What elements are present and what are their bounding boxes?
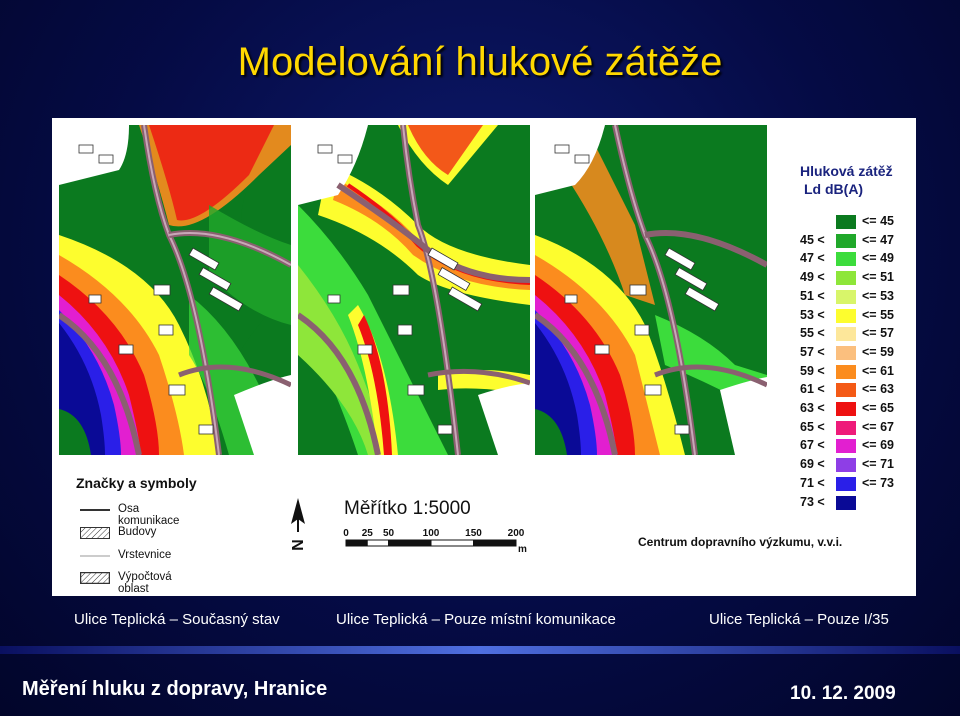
scale-title: Měřítko 1:5000 [344, 498, 471, 519]
legend-swatch [836, 402, 856, 416]
north-arrow-icon [288, 498, 308, 556]
legend-upper-bound: <= 45 [862, 214, 894, 228]
legend-lower-bound: 59 < [800, 363, 825, 378]
scale-tick-label: 0 [343, 528, 349, 539]
legend-lower-bound: 45 < [800, 232, 825, 247]
legend-swatch [836, 346, 856, 360]
scale-segment [431, 540, 474, 546]
legend-lower-bound: 47 < [800, 251, 825, 266]
footer-date: 10. 12. 2009 [790, 683, 896, 704]
legend-upper-bound: <= 63 [862, 382, 894, 397]
noise-map-local-roads-only [298, 125, 530, 455]
legend-lower-bound: 61 < [800, 382, 825, 397]
legend-upper-bound: <= 49 [862, 251, 894, 266]
scale-segment [474, 540, 517, 546]
legend-upper-bound: <= 61 [862, 363, 894, 378]
legend-upper-bound: <= 55 [862, 307, 894, 322]
noise-map-i35-only [535, 125, 767, 455]
credit-text: Centrum dopravního výzkumu, v.v.i. [638, 535, 843, 549]
scale-segment [367, 540, 388, 546]
building-hatch-icon [80, 527, 110, 539]
legend-swatch [836, 439, 856, 453]
legend-swatch [836, 234, 856, 248]
scale-tick-label: 150 [465, 528, 482, 539]
scale-tick-label: 50 [382, 528, 395, 539]
slide-title: Modelování hlukové zátěže [237, 40, 723, 84]
scale-unit: m [518, 544, 527, 554]
scale-segment [389, 540, 432, 546]
legend-lower-bound: 53 < [800, 307, 825, 322]
legend-upper-bound: <= 69 [862, 438, 894, 453]
legend-lower-bound: 71 < [800, 475, 825, 490]
legend-upper-bound: <= 73 [862, 475, 894, 490]
scale-bar [340, 524, 540, 554]
scale-tick-label: 200 [507, 528, 525, 539]
caption-map-2: Ulice Teplická – Pouze místní komunikace [336, 611, 616, 628]
noise-map-current-state [59, 125, 291, 455]
legend-swatch [836, 477, 856, 491]
north-label: N [288, 539, 305, 551]
legend-upper-bound: <= 47 [862, 232, 894, 247]
footer-title: Měření hluku z dopravy, Hranice [22, 678, 328, 700]
footer-divider [0, 646, 960, 654]
legend-swatch [836, 271, 856, 285]
legend-title: Hluková zátěž [800, 163, 893, 179]
legend-upper-bound: <= 53 [862, 288, 894, 303]
legend-swatch [836, 458, 856, 472]
scale-tick-label: 100 [422, 528, 440, 539]
scale-tick-label: 25 [361, 528, 373, 539]
legend-swatch [836, 421, 856, 435]
caption-map-1: Ulice Teplická – Současný stav [74, 611, 280, 628]
legend-upper-bound: <= 65 [862, 401, 894, 415]
legend-lower-bound: 49 < [800, 270, 825, 285]
legend-lower-bound: 57 < [800, 344, 825, 359]
calculation-area-icon [80, 572, 110, 584]
legend-lower-bound: 51 < [800, 288, 825, 303]
legend-swatch [836, 327, 856, 341]
legend-swatch [836, 290, 856, 304]
legend-swatch [836, 383, 856, 397]
legend-upper-bound: <= 67 [862, 419, 894, 434]
content-panel: Hluková zátěž Ld dB(A) <= 45 45 < <= 47 47 < <= 49 49 < <= 51 51 < <= 53 53 < <= 55 55 < <= 57 57 < <= 59 59 < <= 61 61 < <= 63 63 < <= 65 65 < <= 67 67 < <= 69 69 < <= 71 71 < <= 73 73 < Značky a symboly Osa komunikace Budovy Vrstevnice Výpočtová oblast N Měřítko 1:5000 0 25 50 100 150 200 m Centrum dopravního výzkumu, v.v.i. [52, 118, 916, 596]
road-axis-icon [80, 504, 110, 516]
legend-lower-bound: 69 < [800, 457, 825, 472]
caption-map-3: Ulice Teplická – Pouze I/35 [709, 611, 889, 628]
legend-lower-bound: 65 < [800, 419, 825, 434]
legend-upper-bound: <= 51 [862, 270, 894, 285]
scale-segment [346, 540, 367, 546]
contour-line-icon [80, 550, 110, 562]
symbols-title: Značky a symboly [76, 475, 197, 491]
legend-swatch [836, 365, 856, 379]
legend-lower-bound: 73 < [800, 494, 825, 509]
legend-swatch [836, 252, 856, 266]
legend-lower-bound: 63 < [800, 401, 825, 415]
legend-swatch [836, 496, 856, 510]
legend-lower-bound: 55 < [800, 326, 825, 341]
legend-swatch [836, 215, 856, 229]
legend-upper-bound: <= 71 [862, 457, 894, 472]
legend-upper-bound: <= 59 [862, 344, 894, 359]
legend-swatch [836, 309, 856, 323]
legend-lower-bound: 67 < [800, 438, 825, 453]
legend-upper-bound: <= 57 [862, 326, 894, 341]
legend-unit: Ld dB(A) [804, 181, 864, 197]
